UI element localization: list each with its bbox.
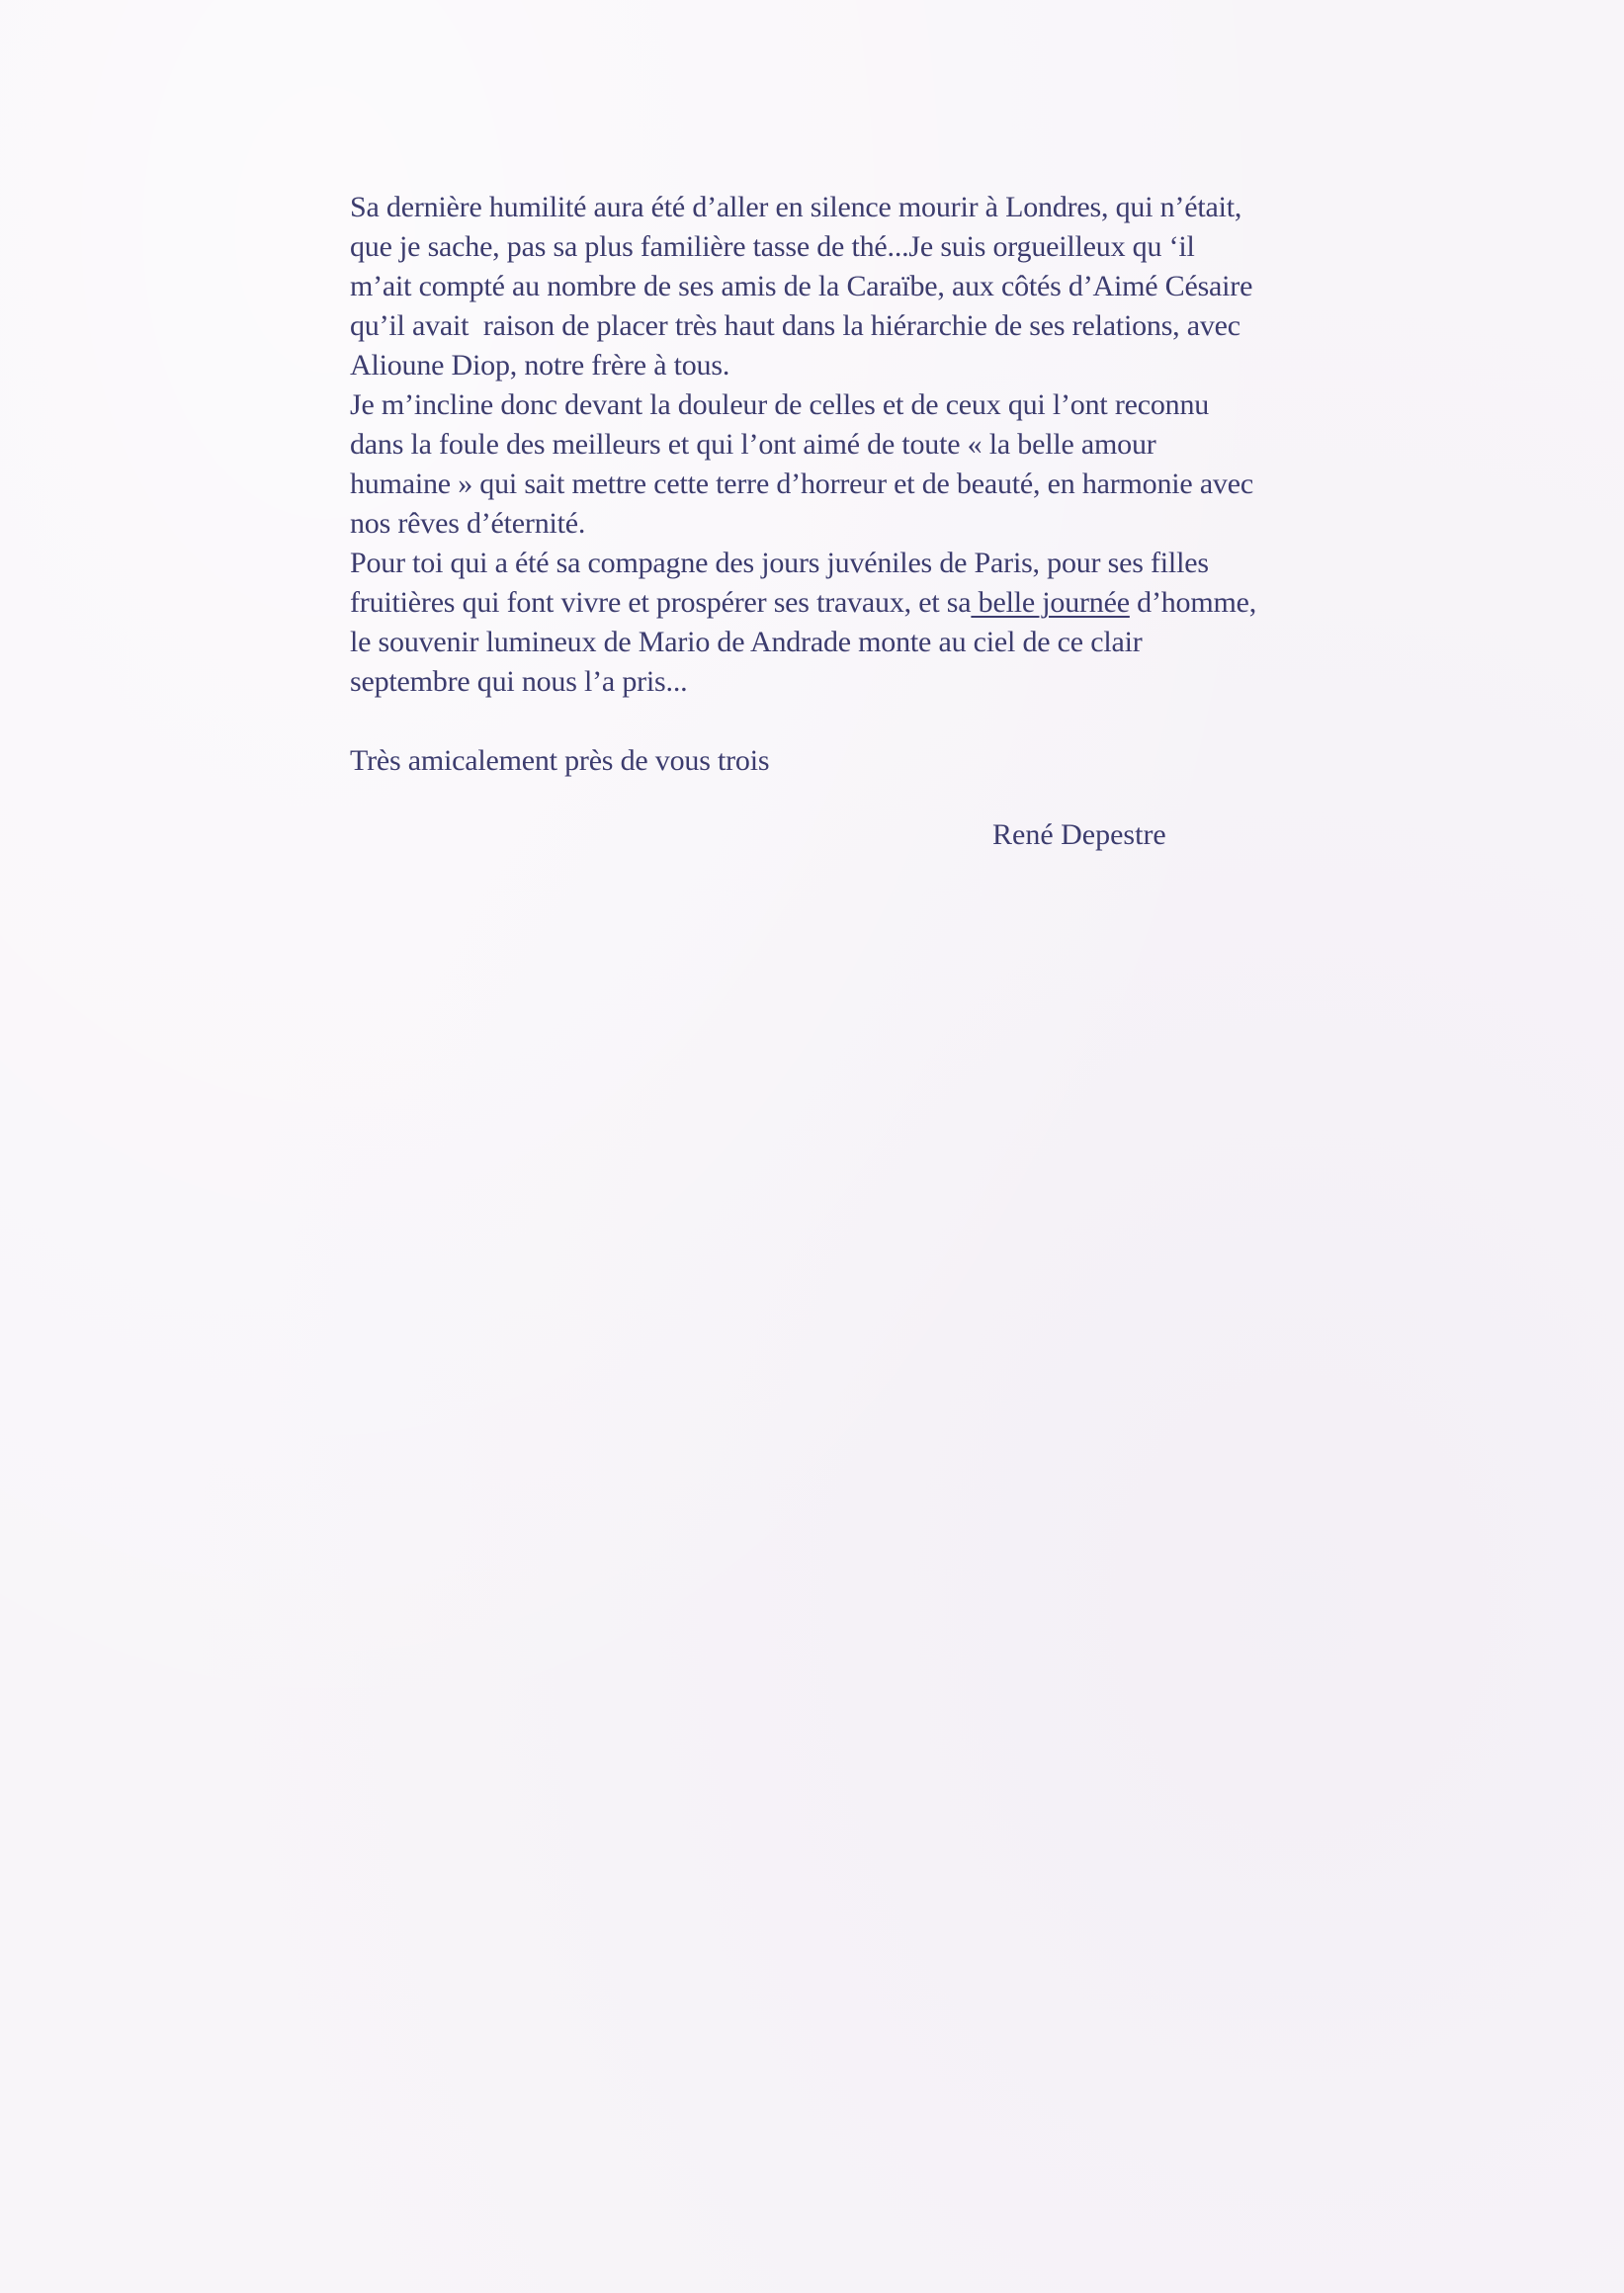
paragraph-2-line-4: nos rêves d’éternité.	[350, 507, 586, 540]
letter-body	[350, 188, 1398, 781]
underlined-phrase: belle journée	[971, 586, 1130, 619]
paragraph-3-line-4: septembre qui nous l’a pris...	[350, 665, 688, 698]
paragraph-3-line-2-end: d’homme,	[1129, 586, 1257, 619]
paragraph-1-line-2: que je sache, pas sa plus familière tasse de thé...Je suis orgueilleux qu ‘il	[350, 230, 1195, 263]
paragraph-2-line-3: humaine » qui sait mettre cette terre d’horreur et de beauté, en harmonie avec	[350, 467, 1253, 500]
paragraph-spacer	[350, 702, 1398, 741]
paragraph-3-line-1: Pour toi qui a été sa compagne des jours juvéniles de Paris, pour ses filles	[350, 547, 1209, 579]
paragraph-2-line-2: dans la foule des meilleurs et qui l’ont aimé de toute « la belle amour	[350, 428, 1156, 461]
paragraph-3-line-2-start: fruitières qui font vivre et prospérer ses travaux, et sa	[350, 586, 972, 619]
paragraph-3-line-3: le souvenir lumineux de Mario de Andrade monte au ciel de ce clair	[350, 626, 1143, 658]
paragraph-2-line-1: Je m’incline donc devant la douleur de celles et de ceux qui l’ont reconnu	[350, 388, 1210, 421]
paragraph-1-line-1: Sa dernière humilité aura été d’aller en silence mourir à Londres, qui n’était,	[350, 191, 1242, 223]
signature: René Depestre	[992, 818, 1166, 851]
paragraph-1-line-3: m’ait compté au nombre de ses amis de la Caraïbe, aux côtés d’Aimé Césaire	[350, 270, 1253, 302]
closing-line: Très amicalement près de vous trois	[350, 744, 770, 777]
paragraph-1-line-4: qu’il avait raison de placer très haut dans la hiérarchie de ses relations, avec	[350, 309, 1240, 342]
paragraph-3-line-2	[350, 583, 1398, 623]
paragraph-1-line-5: Alioune Diop, notre frère à tous.	[350, 349, 730, 382]
